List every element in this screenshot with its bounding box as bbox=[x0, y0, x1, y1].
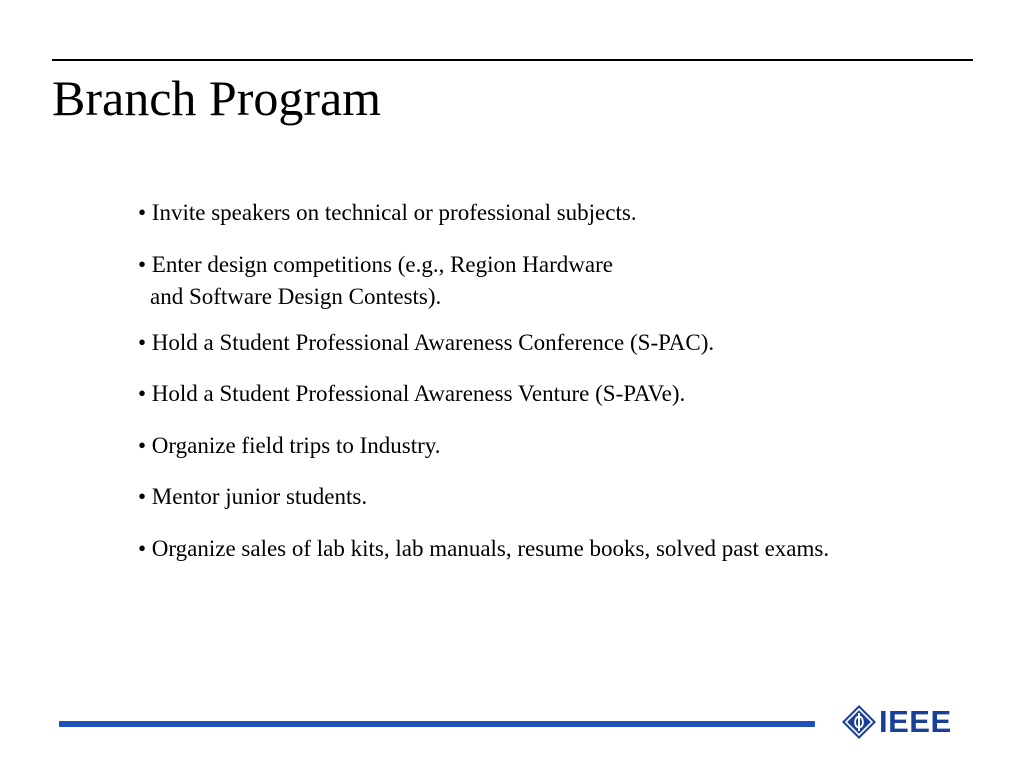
bullet-item-line: • Enter design competitions (e.g., Region Hardware bbox=[138, 251, 613, 277]
bullet-list bbox=[138, 197, 1008, 584]
bullet-item: • Organize sales of lab kits, lab manuals, resume books, solved past exams. bbox=[138, 535, 830, 561]
ieee-logo-text: IEEE bbox=[879, 704, 952, 739]
footer-accent-bar bbox=[59, 721, 815, 727]
bullet-item: • Invite speakers on technical or professional subjects. bbox=[138, 200, 637, 225]
bullet-item bbox=[138, 249, 1008, 313]
bullet-item-continuation: and Software Design Contests). bbox=[150, 283, 442, 309]
bullet-item: • Hold a Student Professional Awareness Venture (S-PAVe). bbox=[138, 381, 686, 406]
slide-title: Branch Program bbox=[52, 70, 382, 126]
bullet-item: • Hold a Student Professional Awareness Conference (S-PAC). bbox=[138, 329, 715, 355]
bullet-item: • Mentor junior students. bbox=[138, 484, 368, 509]
bullet-item: • Organize field trips to Industry. bbox=[138, 432, 441, 458]
title-divider bbox=[52, 59, 973, 61]
ieee-diamond-icon bbox=[841, 704, 877, 740]
ieee-logo bbox=[841, 703, 952, 741]
